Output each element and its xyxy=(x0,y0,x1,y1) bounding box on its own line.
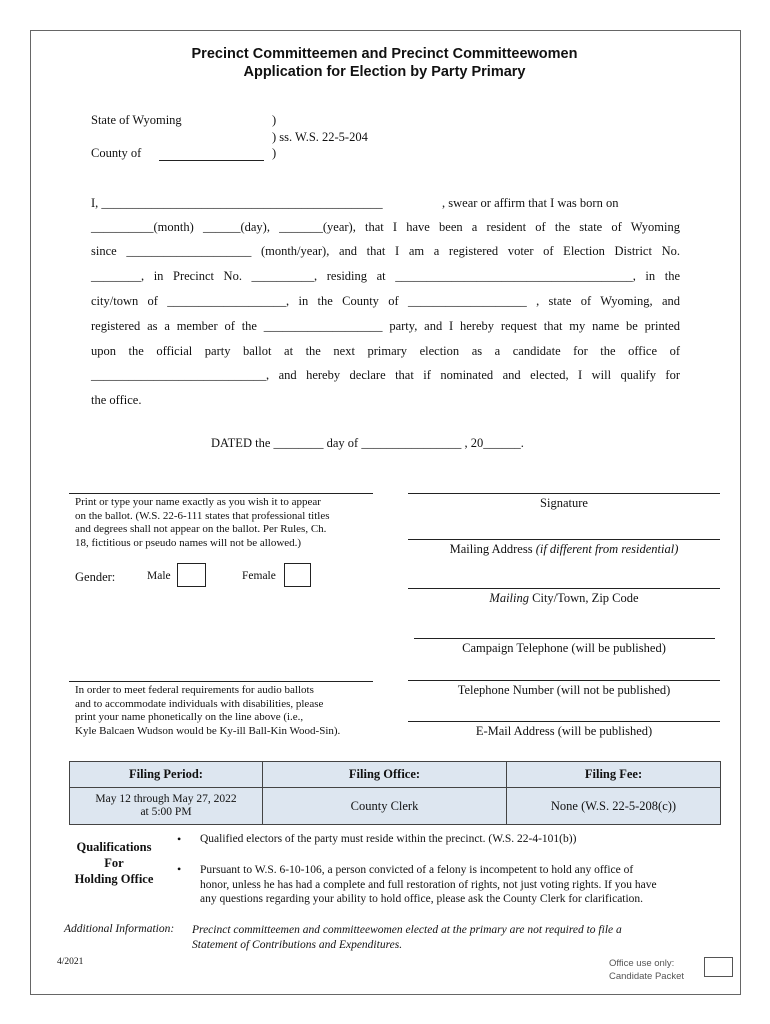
signature-label: Signature xyxy=(540,496,588,510)
oath-line-1-end: , swear or affirm that I was born on xyxy=(442,196,619,210)
qualification-bullet-2 xyxy=(200,863,657,907)
oath-line-7: upon the official party ballot at the next primary election as a candidate for the office of xyxy=(91,344,680,358)
venue-paren-1: ) xyxy=(272,113,277,127)
gender-label: Gender: xyxy=(75,570,116,584)
filing-office-header: Filing Office: xyxy=(263,762,507,788)
mailing-city-line[interactable] xyxy=(408,588,720,589)
oath-line-9: the office. xyxy=(91,393,142,407)
qualification-bullet-2-line: Pursuant to W.S. 6-10-106, a person convicted of a felony is incompetent to hold any office of xyxy=(200,864,634,876)
qualification-bullet-1: Qualified electors of the party must reside within the precinct. (W.S. 22-4-101(b)) xyxy=(200,833,577,845)
candidate-name-line[interactable] xyxy=(69,493,373,494)
qualification-bullet-2-line: any questions regarding your ability to hold office, please ask the County Clerk for clarification. xyxy=(200,893,644,905)
office-use-line: Candidate Packet xyxy=(609,971,684,982)
mailing-address-note: (if different from residential) xyxy=(535,542,679,556)
filing-period-line2: at 5:00 PM xyxy=(140,806,192,818)
form-title-line2: Application for Election by Party Primary xyxy=(243,64,526,80)
male-checkbox[interactable] xyxy=(177,563,206,587)
phonetic-instructions-line: and to accommodate individuals with disabilities, please xyxy=(75,697,324,710)
mailing-address-text: Mailing Address xyxy=(449,542,533,556)
name-instructions-line: on the ballot. (W.S. 22-6-111 states that professional titles xyxy=(75,509,330,522)
phonetic-instructions-line: print your name phonetically on the line above (i.e., xyxy=(75,711,304,723)
additional-info-line: Statement of Contributions and Expenditures. xyxy=(192,939,403,951)
form-title-line1: Precinct Committeemen and Precinct Committeewomen xyxy=(191,46,578,62)
qualifications-heading xyxy=(64,839,164,887)
filing-period-header: Filing Period: xyxy=(70,762,263,788)
oath-line-6: registered as a member of the ___________________ party, and I hereby request that my name be printed xyxy=(91,319,680,333)
additional-info-text xyxy=(192,923,622,953)
qualifications-heading-line: Holding Office xyxy=(74,872,154,886)
county-label: County of xyxy=(91,146,142,160)
filing-period-line1: May 12 through May 27, 2022 xyxy=(95,793,237,805)
venue-paren-3: ) xyxy=(272,146,277,160)
filing-period-value xyxy=(70,788,263,825)
additional-info-line: Precinct committeemen and committeewomen elected at the primary are not required to file a xyxy=(192,924,622,936)
phone-label: Telephone Number (will not be published) xyxy=(457,683,671,697)
oath-line-2: __________(month) ______(day), _______(year), that I have been a resident of the state of Wyoming xyxy=(91,220,680,234)
qualifications-heading-line: Qualifications xyxy=(76,840,152,854)
filing-value-row xyxy=(70,788,721,825)
revision-date: 4/2021 xyxy=(57,957,84,967)
state-label: State of Wyoming xyxy=(91,113,182,127)
bullet-icon: • xyxy=(177,832,182,846)
email-label: E-Mail Address (will be published) xyxy=(475,724,653,738)
qualification-bullet-2-line: honor, unless he has had a complete and full restoration of rights, not just voting rights. If you have xyxy=(200,878,657,891)
filing-fee-header: Filing Fee: xyxy=(507,762,721,788)
county-input-line[interactable] xyxy=(159,160,264,161)
phonetic-name-line[interactable] xyxy=(69,681,373,682)
name-instructions-line: Print or type your name exactly as you wish it to appear xyxy=(75,496,321,508)
additional-info-label: Additional Information: xyxy=(64,923,175,935)
filing-fee-value: None (W.S. 22-5-208(c)) xyxy=(507,788,721,825)
campaign-phone-line[interactable] xyxy=(414,638,715,639)
oath-line-3: since ____________________ (month/year), and that I am a registered voter of Election District No. xyxy=(91,244,680,258)
filing-office-value: County Clerk xyxy=(263,788,507,825)
male-label: Male xyxy=(147,570,171,582)
phone-line[interactable] xyxy=(408,680,720,681)
office-use-label xyxy=(609,957,684,983)
name-instructions-line: and degrees shall not appear on the ballot. Per Rules, Ch. xyxy=(75,523,327,535)
mailing-address-label xyxy=(408,542,720,557)
qualifications-heading-line: For xyxy=(104,856,124,870)
female-label: Female xyxy=(242,570,276,582)
phonetic-instructions-line: In order to meet federal requirements for audio ballots xyxy=(75,684,314,696)
office-use-line: Office use only: xyxy=(609,958,675,969)
name-instructions xyxy=(75,496,375,550)
filing-header-row xyxy=(70,762,721,788)
bullet-icon: • xyxy=(177,862,182,876)
venue-ss: ) ss. W.S. 22-5-204 xyxy=(272,130,368,144)
mailing-city-label xyxy=(408,591,720,606)
email-line[interactable] xyxy=(408,721,720,722)
oath-line-4: ________, in Precinct No. __________, residing at ______________________________________, in the xyxy=(91,269,680,283)
oath-line-8: ____________________________, and hereby declare that if nominated and elected, I will qualify for xyxy=(91,368,680,382)
filing-info-table xyxy=(69,761,721,825)
oath-line-5: city/town of ___________________, in the County of ___________________ , state of Wyoming, and xyxy=(91,294,680,308)
name-instructions-line: 18, fictitious or pseudo names will not be allowed.) xyxy=(75,536,302,549)
phonetic-instructions-line: Kyle Balcaen Wudson would be Ky-ill Ball-Kin Wood-Sin). xyxy=(75,724,341,737)
phonetic-instructions xyxy=(75,684,375,738)
dated-line[interactable]: DATED the ________ day of ________________ , 20______. xyxy=(211,436,524,450)
office-use-checkbox[interactable] xyxy=(704,957,733,977)
signature-line[interactable] xyxy=(408,493,720,494)
mailing-city-text: City/Town, Zip Code xyxy=(532,591,639,605)
campaign-phone-label: Campaign Telephone (will be published) xyxy=(462,641,666,655)
female-checkbox[interactable] xyxy=(284,563,311,587)
oath-name-line[interactable]: I, _____________________________________________ xyxy=(91,196,383,210)
mailing-address-line[interactable] xyxy=(408,539,720,540)
mailing-city-italic: Mailing xyxy=(489,591,530,605)
